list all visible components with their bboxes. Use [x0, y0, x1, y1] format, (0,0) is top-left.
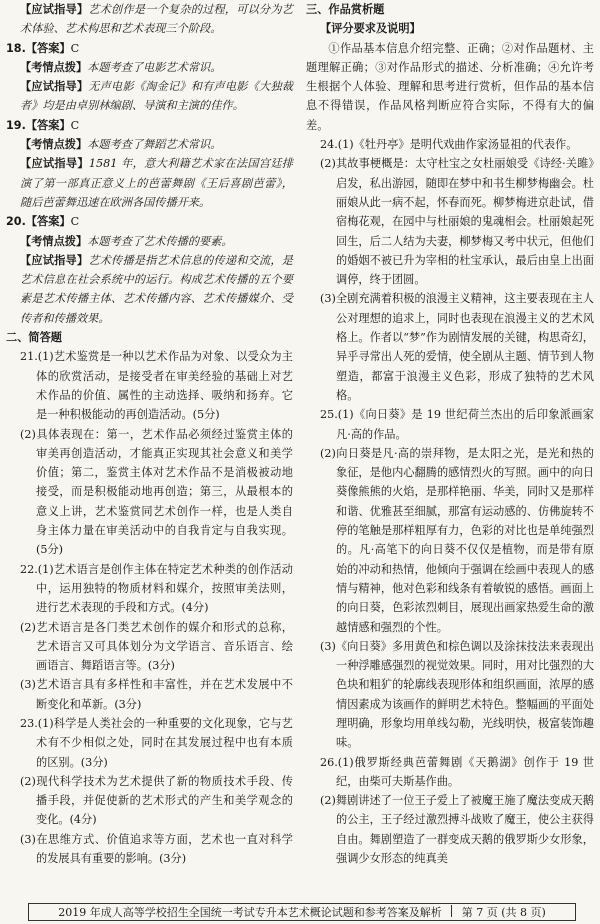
right-paragraph [306, 0, 594, 19]
paragraph-text: 26.(1)俄罗斯经典芭蕾舞剧《天鹅湖》创作于 19 世纪，由柴可夫斯基作曲。 [320, 755, 594, 788]
paragraph-text: (2)舞剧讲述了一位王子爱上了被魔王施了魔法变成天鹅的公主，王子经过激烈搏斗战败了魔王，使公主获得自由。舞剧塑造了一群变成天鹅的俄罗斯少女形象，强调少女形态的纯真美 [320, 794, 594, 866]
paragraph-text: C [70, 215, 80, 229]
right-paragraph [306, 19, 594, 38]
right-column [306, 0, 594, 868]
right-paragraph [306, 154, 594, 289]
footer-title: 2019 年成人高等学校招生全国统一考试专升本艺术概论试题和参考答案及解析 [58, 906, 442, 919]
paragraph-text: 1581 年，意大利籍艺术家在法国宫廷排演了第一部真正意义上的芭蕾舞剧《王后喜剧芭蕾》，随后芭蕾舞迅速在欧洲各国传播开来。 [20, 157, 293, 209]
left-paragraph [6, 39, 293, 58]
paragraph-text: 三、作品赏析题 [306, 3, 385, 16]
paragraph-text: 无声电影《淘金记》和有声电影《大独裁者》均是由卓别林编剧、导演和主演的佳作。 [20, 80, 293, 113]
answer-label: 18.【答案】 [6, 41, 71, 55]
answer-label: 【应试指导】 [20, 80, 89, 94]
left-paragraph [6, 714, 293, 772]
left-paragraph [6, 212, 293, 231]
paragraph-text: C [70, 41, 80, 55]
page-footer [28, 903, 576, 921]
paragraph-text: (3)在思维方式、价值追求等方面，艺术也一直对科学的发展具有重要的影响。(3分) [20, 832, 293, 866]
footer-divider [451, 905, 452, 917]
left-paragraph [6, 135, 293, 154]
left-paragraph [6, 560, 293, 618]
paragraph-text: 25.(1)《向日葵》是 19 世纪荷兰杰出的后印象派画家凡·高的作品。 [320, 408, 594, 441]
left-paragraph [6, 0, 293, 39]
left-paragraph [6, 116, 293, 135]
left-paragraph [6, 232, 293, 251]
paragraph-text: 22.(1)艺术语言是创作主体在特定艺术种类的创作活动中，运用独特的物质材料和媒介，按照审美法则，进行艺术表现的手段和方式。(4分) [20, 562, 293, 615]
left-paragraph [6, 675, 293, 714]
right-paragraph [306, 637, 594, 753]
left-paragraph [6, 830, 293, 869]
answer-label: 【应试指导】 [20, 3, 89, 16]
paragraph-text: (2)向日葵是凡·高的崇拜物，是太阳之光，是光和热的象征，是他内心翻腾的感情烈火的写照。画中的向日葵像熊熊的火焰，是那样艳丽、华美，同时又是那样和谐、优雅甚至细腻，那富有运动感的、仿佛旋转不停的笔触是那样粗厚有力，色彩的对比也是单纯强烈的。凡·高笔下的向日葵不仅仅是植物，而是带有原始的冲动和热情，他倾向于强调在绘画中表现人的感情与精神，他对色彩和线条有着敏锐的感悟。画面上的向日葵，色彩浓烈刺目，展现出画家热爱生命的激越情感和强烈的个性。 [320, 446, 594, 634]
paragraph-text: (3)《向日葵》多用黄色和棕色调以及涂抹技法来表现出一种浮雕感强烈的视觉效果。同时，用对比强烈的大色块和粗犷的轮廓线表现形体和组织画面，浓厚的感情因素成为该画作的鲜明艺术特色。整幅画的平面处理明确，形象均用单线勾勒，光线明快，极富装饰趣味。 [320, 639, 594, 750]
paragraph-text: C [70, 118, 80, 132]
left-column [6, 0, 293, 868]
paragraph-text: 24.(1)《牡丹亭》是明代戏曲作家汤显祖的代表作。 [320, 138, 578, 152]
left-paragraph [6, 618, 293, 676]
footer-page-number: 第 7 页 [461, 906, 498, 919]
paragraph-text: 本题考查了电影艺术常识。 [87, 60, 222, 74]
paragraph-text: (2)现代科学技术为艺术提供了新的物质技术手段、传播手段，并促使新的艺术形式的产生和美学观念的变化。(4分) [20, 774, 293, 827]
answer-label: 19.【答案】 [6, 118, 71, 132]
paragraph-text: (2)具体表现在：第一，艺术作品必须经过鉴赏主体的审美再创造活动，才能真正实现其社会意义和美学价值；第二，鉴赏主体对艺术作品不是消极被动地接受，而是积极能动地再创造；第三，从最根本的意义上讲，艺术鉴赏同艺术创作一样，也是人类自身主体力量在审美活动中的自我肯定与自我实现。(5分) [20, 427, 293, 557]
right-paragraph [306, 405, 594, 444]
paragraph-text: (2)艺术语言是各门类艺术创作的媒介和形式的总称，艺术语言又可具体划分为文学语言、音乐语言、绘画语言、舞蹈语言等。(3分) [20, 620, 293, 673]
left-paragraph [6, 772, 293, 830]
answer-label: 【考情点拨】 [20, 60, 88, 74]
footer-total-pages: (共 8 页) [501, 906, 546, 919]
paragraph-text: 本题考查了艺术传播的要素。 [87, 234, 233, 248]
left-paragraph [6, 77, 293, 116]
paragraph-text: 二、简答题 [6, 331, 62, 345]
left-paragraph [6, 154, 293, 212]
paragraph-text: ①作品基本信息介绍完整、正确；②对作品题材、主题理解正确；③对作品形式的描述、分析准确；④允许考生根据个人体验、理解和思考进行赏析，但作品的基本信息不得错误，作品风格判断应符合实际，不得有大的偏差。 [306, 41, 594, 132]
paragraph-text: 艺术传播是指艺术信息的传递和交流，是艺术信息在社会系统中的运行。构成艺术传播的五个要素是艺术传播主体、艺术传播内容、艺术传播媒介、受传者和传播效果。 [20, 253, 293, 325]
paragraph-text: 本题考查了舞蹈艺术常识。 [87, 138, 222, 152]
right-paragraph [306, 135, 594, 154]
paragraph-text: 23.(1)科学是人类社会的一种重要的文化现象，它与艺术有不少相似之处，同时在其发展过程中也有本质的区别。(3分) [20, 716, 293, 769]
right-paragraph [306, 791, 594, 868]
right-paragraph [306, 39, 594, 135]
paragraph-text: 艺术创作是一个复杂的过程，可以分为艺术体验、艺术构思和艺术表现三个阶段。 [20, 3, 293, 36]
right-paragraph [306, 444, 594, 637]
left-paragraph [6, 58, 293, 77]
right-paragraph [306, 289, 594, 405]
left-paragraph [6, 347, 293, 424]
paragraph-text: (2)其故事梗概是：太守杜宝之女杜丽娘受《诗经·关雎》启发，私出游园，随即在梦中和书生柳梦梅幽会。杜丽娘从此一病不起，怀春而死。柳梦梅进京赴试，借宿梅花观，在园中与杜丽娘的鬼魂相会。杜丽娘起死回生，后二人结为夫妻，柳梦梅又考中状元，但他们的婚姻不被已升为宰相的杜宝承认，最后由皇上出面调停，终于团圆。 [320, 157, 594, 287]
answer-label: 20.【答案】 [6, 215, 71, 229]
paragraph-text: (3)全剧充满着积极的浪漫主义精神，这主要表现在主人公对理想的追求上，同时也表现在浪漫主义的艺术风格上。作者以“梦”作为剧情发展的关键，构思奇幻，异乎寻常出人死的爱情，使全剧从主题、情节到人物塑造，都富于浪漫主义色彩，形成了独特的艺术风格。 [320, 292, 594, 402]
answer-label: 【应试指导】 [20, 157, 89, 171]
left-paragraph [6, 328, 293, 347]
right-paragraph [306, 753, 594, 792]
paragraph-text: 21.(1)艺术鉴赏是一种以艺术作品为对象、以受众为主体的欣赏活动，是接受者在审美经验的基础上对艺术作品的价值、属性的主动选择、吸纳和扬弃。它是一种积极能动的再创造活动。(5分) [20, 350, 293, 422]
answer-label: 【考情点拨】 [20, 234, 88, 248]
answer-label: 【考情点拨】 [20, 138, 88, 152]
paragraph-text: (3)艺术语言具有多样性和丰富性，并在艺术发展中不断变化和革新。(3分) [20, 678, 293, 711]
left-paragraph [6, 251, 293, 328]
answer-label: 【应试指导】 [20, 253, 89, 267]
left-paragraph [6, 425, 293, 560]
paragraph-text: 【评分要求及说明】 [320, 22, 421, 36]
